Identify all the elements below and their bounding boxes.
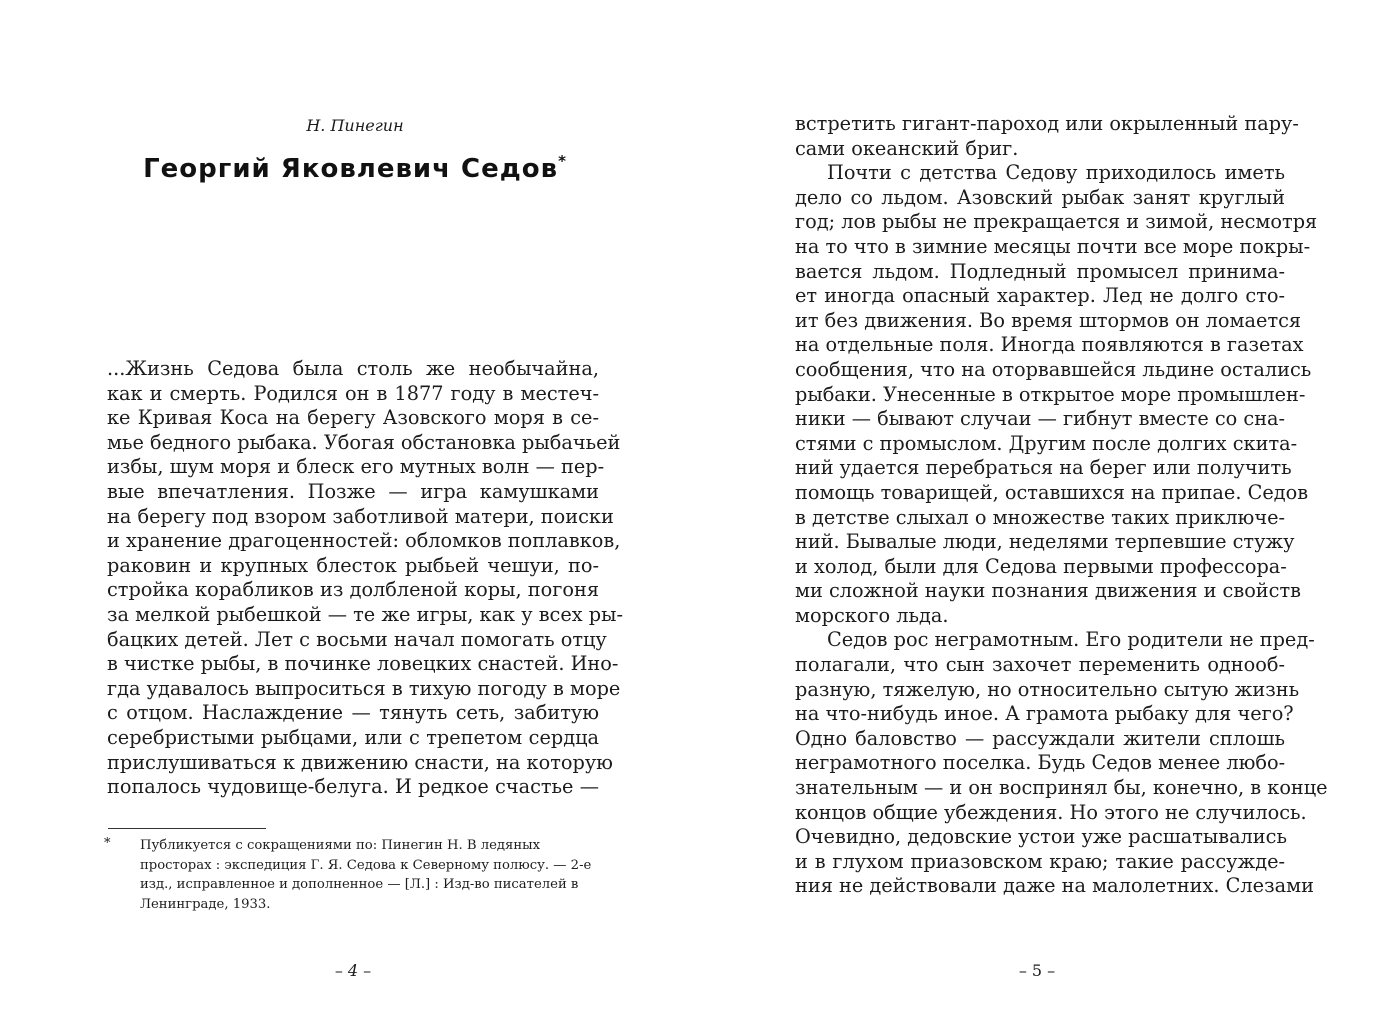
footnote-reference-mark: * bbox=[558, 152, 567, 170]
author-name: Н. Пинегин bbox=[306, 116, 404, 135]
left-body-text bbox=[107, 357, 623, 800]
text-line: год; лов рыбы не прекращается и зимой, несмотря bbox=[795, 210, 1318, 234]
text-line: на берегу под взором заботливой матери, поиски bbox=[107, 504, 614, 528]
text-line: Почти с детства Седову приходилось иметь bbox=[827, 161, 1285, 185]
page-number-left: – 4 – bbox=[334, 961, 372, 980]
text-line: знательным — и он воспринял бы, конечно, в конце bbox=[795, 776, 1328, 800]
text-line: стями с промыслом. Другим после долгих скита- bbox=[795, 431, 1298, 455]
text-line: как и смерть. Родился он в 1877 году в местеч- bbox=[107, 381, 599, 405]
text-line: ит без движения. Во время штормов он ломается bbox=[795, 308, 1302, 332]
text-line: за мелкой рыбешкой — те же игры, как у всех ры- bbox=[107, 602, 623, 626]
text-line: Одно баловство — рассуждали жители сплошь bbox=[795, 726, 1285, 750]
text-line: встретить гигант-пароход или окрыленный пару- bbox=[795, 112, 1299, 135]
text-line: морского льда. bbox=[795, 603, 949, 627]
text-line: ний удается перебраться на берег или получить bbox=[795, 456, 1292, 480]
text-line: прислушиваться к движению снасти, на которую bbox=[107, 750, 613, 774]
text-line: раковин и крупных блесток рыбьей чешуи, по- bbox=[107, 553, 599, 577]
page-number-right: – 5 – bbox=[1018, 961, 1056, 980]
text-line: ми сложной науки познания движения и свойств bbox=[795, 579, 1301, 603]
text-line: в чистке рыбы, в починке ловецких снастей. Ино- bbox=[107, 652, 619, 676]
text-line: с отцом. Наслаждение — тянуть сеть, забитую bbox=[107, 701, 599, 725]
text-line: Очевидно, дедовские устои уже расшатывались bbox=[795, 825, 1287, 849]
text-line: на отдельные поля. Иногда появляются в газетах bbox=[795, 333, 1304, 357]
text-line: ния не действовали даже на малолетних. Слезами bbox=[795, 874, 1314, 898]
text-line: бацких детей. Лет с восьми начал помогать отцу bbox=[107, 627, 607, 651]
text-line: в детстве слыхал о множестве таких приключе- bbox=[795, 505, 1286, 529]
right-body-text bbox=[795, 112, 1328, 899]
footnote-mark: * bbox=[104, 836, 111, 851]
text-line: сообщения, что на оторвавшейся льдине остались bbox=[795, 357, 1312, 381]
text-line: вые впечатления. Позже — игра камушками bbox=[107, 479, 599, 503]
text-line: мье бедного рыбака. Убогая обстановка рыбачьей bbox=[107, 430, 621, 454]
text-line: и хранение драгоценностей: обломков поплавков, bbox=[107, 529, 621, 553]
text-line: ...Жизнь Седова была столь же необычайна, bbox=[107, 357, 599, 380]
text-line: стройка корабликов из долбленой коры, погоня bbox=[107, 578, 599, 602]
text-line: ники — бывают случаи — гибнут вместе со сна- bbox=[795, 407, 1286, 431]
text-line: помощь товарищей, оставшихся на припае. Седов bbox=[795, 480, 1309, 504]
text-line: избы, шум моря и блеск его мутных волн — пер- bbox=[107, 455, 605, 479]
text-line: дело со льдом. Азовский рыбак занят круглый bbox=[795, 185, 1285, 209]
footnote-text: Публикуется с сокращениями по: Пинегин Н. В ледяных просторах : экспедиция Г. Я. Седова к Северному полюсу. — 2-е изд., исправленное и дополненное — [Л.] : Изд-во писателей в Ленинграде, 1933. bbox=[140, 838, 592, 912]
text-line: ний. Бывалые люди, неделями терпевшие стужу bbox=[795, 530, 1295, 554]
text-line: рыбаки. Унесенные в открытое море промышлен- bbox=[795, 382, 1306, 406]
text-line: гда удавалось выпроситься в тихую погоду в море bbox=[107, 676, 621, 700]
text-line: неграмотного поселка. Будь Седов менее любо- bbox=[795, 751, 1286, 775]
text-line: полагали, что сын захочет переменить однооб- bbox=[795, 653, 1285, 677]
text-line: ке Кривая Коса на берегу Азовского моря в се- bbox=[107, 406, 599, 430]
text-line: попалось чудовище-белуга. И редкое счастье — bbox=[107, 775, 599, 799]
text-line: и в глухом приазовском краю; такие рассужде- bbox=[795, 849, 1285, 873]
text-line: Седов рос неграмотным. Его родители не пред- bbox=[827, 628, 1315, 652]
chapter-title-text: Георгий Яковлевич Седов bbox=[143, 154, 559, 184]
text-line: серебристыми рыбцами, или с трепетом сердца bbox=[107, 725, 599, 749]
text-line: разную, тяжелую, но относительно сытую жизнь bbox=[795, 677, 1300, 701]
chapter-title bbox=[110, 152, 600, 184]
text-line: концов общие убеждения. Но этого не случилось. bbox=[795, 800, 1307, 824]
text-line: на что-нибудь иное. А грамота рыбаку для чего? bbox=[795, 702, 1294, 726]
text-line: ет иногда опасный характер. Лед не долго сто- bbox=[795, 284, 1285, 308]
text-line: вается льдом. Подледный промысел принима- bbox=[795, 259, 1285, 283]
text-line: сами океанский бриг. bbox=[795, 136, 1019, 160]
footnote-divider bbox=[108, 828, 266, 829]
text-line: и холод, были для Седова первыми профессора- bbox=[795, 554, 1287, 578]
right-page bbox=[697, 0, 1394, 1032]
text-line: на то что в зимние месяцы почти все море покры- bbox=[795, 234, 1311, 258]
